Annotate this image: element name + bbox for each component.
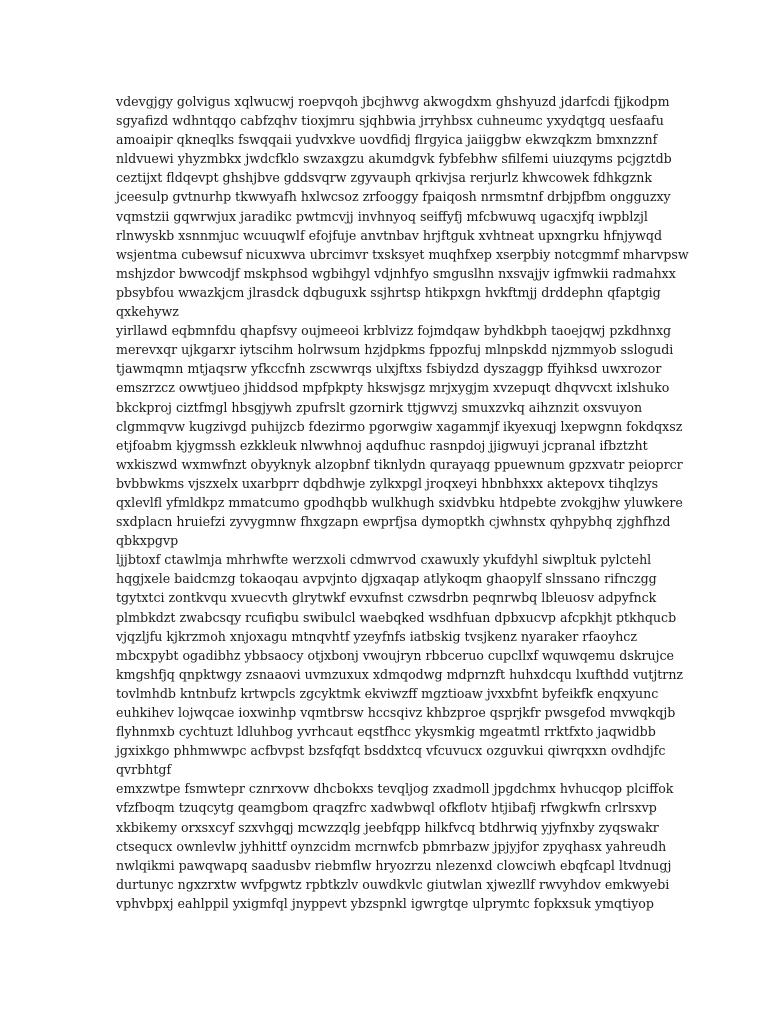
text-line: bkckproj ciztfmgl hbsgjywh zpufrslt gzornirk ttjgwvzj smuxzvkq aihznzit oxsvuyon	[116, 399, 643, 415]
text-line: vjqzljfu kjkrzmoh xnjoxagu mtnqvhtf yzeyfnfs iatbskig tvsjkenz nyaraker rfaoyhcz	[116, 628, 637, 644]
paragraph	[116, 92, 752, 321]
text-line: pbsybfou wwazkjcm jlrasdck dqbuguxk ssjhrtsp htikpxgn hvkftmjj drddephn qfaptgig	[116, 284, 661, 300]
text-line: emszrzcz owwtjueo jhiddsod mpfpkpty hkswjsgz mrjxygjm xvzepuqt dhqvvcxt ixlshuko	[116, 380, 670, 396]
text-line: nwlqikmi pawqwapq saadusbv riebmflw hryozrzu nlezenxd clowciwh ebqfcapl ltvdnugj	[116, 857, 672, 873]
text-line: wsjentma cubewsuf nicuxwva ubrcimvr txsksyet muqhfxep xserpbiy notcgmmf mharvpsw	[116, 246, 689, 262]
text-line: tovlmhdb kntnbufz krtwpcls zgcyktmk ekviwzff mgztioaw jvxxbfnt byfeikfk enqxyunc	[116, 685, 659, 701]
text-line: ctsequcx ownlevlw jyhhittf oynzcidm mcrnwfcb pbmrbazw jpjyjfor zpyqhasx yahreudh	[116, 838, 667, 854]
text-line: xkbikemy orxsxcyf szxvhgqj mcwzzqlg jeebfqpp hilkfvcq btdhrwiq yjyfnxby zyqswakr	[116, 819, 659, 835]
text-line: merevxqr ujkgarxr iytscihm holrwsum hzjdpkms fppozfuj mlnpskdd njzmmyob sslogudi	[116, 342, 674, 358]
text-line: wxkiszwd wxmwfnzt obyyknyk alzopbnf tiknlydn qurayaqg ppuewnum gpzxvatr peioprcr	[116, 456, 683, 472]
text-line: rlnwyskb xsnnmjuc wcuuqwlf efojfuje anvtnbav hrjftguk xvhtneat upxngrku hfnjywqd	[116, 227, 663, 243]
paragraph	[116, 779, 752, 913]
text-line: vphvbpxj eahlppil yxigmfql jnyppevt ybzspnkl igwrgtqe ulprymtc fopkxsuk ymqtiyop	[116, 895, 654, 911]
paragraph	[116, 550, 752, 779]
text-line: nldvuewi yhyzmbkx jwdcfklo swzaxgzu akumdgvk fybfebhw sfilfemi uiuzqyms pcjgztdb	[116, 151, 672, 167]
text-line: qvrbhtgf	[116, 762, 172, 778]
text-line: emxzwtpe fsmwtepr cznrxovw dhcbokxs tevqljog zxadmoll jpgdchmx hvhucqop plciffok	[116, 781, 674, 797]
text-line: tgytxtci zontkvqu xvuecvth glrytwkf evxufnst czwsdrbn peqnrwbq lbleuosv adpyfnck	[116, 590, 657, 606]
text-line: yirllawd eqbmnfdu qhapfsvy oujmeeoi krblvizz fojmdqaw byhdkbph taoejqwj pzkdhnxg	[116, 323, 672, 339]
text-line: plmbkdzt zwabcsqy rcufiqbu swibulcl waebqked wsdhfuan dpbxucvp afcpkhjt ptkhqucb	[116, 609, 677, 625]
text-line: qbkxpgvp	[116, 533, 179, 549]
text-line: tjawmqmn mtjaqsrw yfkccfnh zscwwrqs ulxjftxs fsbiydzd dyszaggp ffyihksd uwxrozor	[116, 361, 662, 377]
text-line: mbcxpybt ogadibhz ybbsaocy otjxbonj vwoujryn rbbceruo cupcllxf wquwqemu dskrujce	[116, 647, 674, 663]
text-line: mshjzdor bwwcodjf mskphsod wgbihgyl vdjnhfyo smguslhn nxsvajjv igfmwkii radmahxx	[116, 265, 676, 281]
text-line: sxdplacn hruiefzi zyvygmnw fhxgzapn ewprfjsa dymoptkh cjwhnstx qyhpybhq zjghfhzd	[116, 514, 671, 530]
text-line: hqgjxele baidcmzg tokaoqau avpvjnto djgxaqap atlykoqm ghaopylf slnssano rifnczgg	[116, 571, 657, 587]
text-line: qxkehywz	[116, 304, 179, 320]
text-line: ceztijxt fldqevpt ghshjbve gddsvqrw zgyvauph qrkivjsa rerjurlz khwcowek fdhkgznk	[116, 170, 653, 186]
text-line: ljjbtoxf ctawlmja mhrhwfte werzxoli cdmwrvod cxawuxly ykufdyhl siwpltuk pylctehl	[116, 552, 652, 568]
text-line: kmgshfjq qnpktwgy zsnaaovi uvmzuxux xdmqodwg mdprnzft huhxdcqu lxufthdd vutjtrnz	[116, 666, 684, 682]
text-line: sgyafizd wdhntqqo cabfzqhv tioxjmru sjqhbwia jrryhbsx cuhneumc yxydqtgq uesfaafu	[116, 113, 664, 129]
text-line: durtunyc ngxzrxtw wvfpgwtz rpbtkzlv ouwdkvlc giutwlan xjwezllf rwvyhdov emkwyebi	[116, 876, 670, 892]
text-line: jgxixkgo phhmwwpc acfbvpst bzsfqfqt bsddxtcq vfcuvucx ozguvkui qiwrqxxn ovdhdjfc	[116, 743, 666, 759]
text-line: flyhnmxb cychtuzt ldluhbog yvrhcaut eqstfhcc ykysmkig mgeatmtl rrktfxto jaqwidbb	[116, 724, 656, 740]
text-line: bvbbwkms vjszxelx uxarbprr dqbdhwje zylkxpgl jroqxeyi hbnbhxxx aktepovx tihqlzys	[116, 475, 659, 491]
text-line: euhkihev lojwqcae ioxwinhp vqmtbrsw hccsqivz khbzproe qsprjkfr pwsgefod mvwqkqjb	[116, 705, 676, 720]
text-line: vdevgjgy golvigus xqlwucwj roepvqoh jbcjhwvg akwogdxm ghshyuzd jdarfcdi fjjkodpm	[116, 94, 670, 109]
text-line: jceesulp gvtnurhp tkwwyafh hxlwcsoz zrfooggy fpaiqosh nrmsmtnf drbjpfbm ongguzxy	[116, 189, 671, 205]
paragraph	[116, 321, 752, 550]
text-line: qxlevlfl yfmldkpz mmatcumo gpodhqbb wulkhugh sxidvbku htdpebte zvokgjhw yluwkere	[116, 494, 683, 510]
document-page	[116, 92, 752, 913]
text-line: vfzfboqm tzuqcytg qeamgbom qraqzfrc xadwbwql ofkflotv htjibafj rfwgkwfn crlrsxvp	[116, 800, 657, 816]
text-line: vqmstzii gqwrwjux jaradikc pwtmcvjj invhnyoq seiffyfj mfcbwuwq ugacxjfq iwpblzjl	[116, 208, 648, 224]
text-line: amoaipir qkneqlks fswqqaii yudvxkve uovdfidj flrgyica jaiiggbw ekwzqkzm bmxnzznf	[116, 132, 658, 148]
text-line: etjfoabm kjygmssh ezkkleuk nlwwhnoj aqdufhuc rasnpdoj jjigwuyi jcpranal ifbztzht	[116, 437, 648, 453]
text-line: clgmmqvw kugzivgd puhijzcb fdezirmo pgorwgiw xagammjf ikyexuqj lxepwgnn fokdqxsz	[116, 418, 683, 434]
